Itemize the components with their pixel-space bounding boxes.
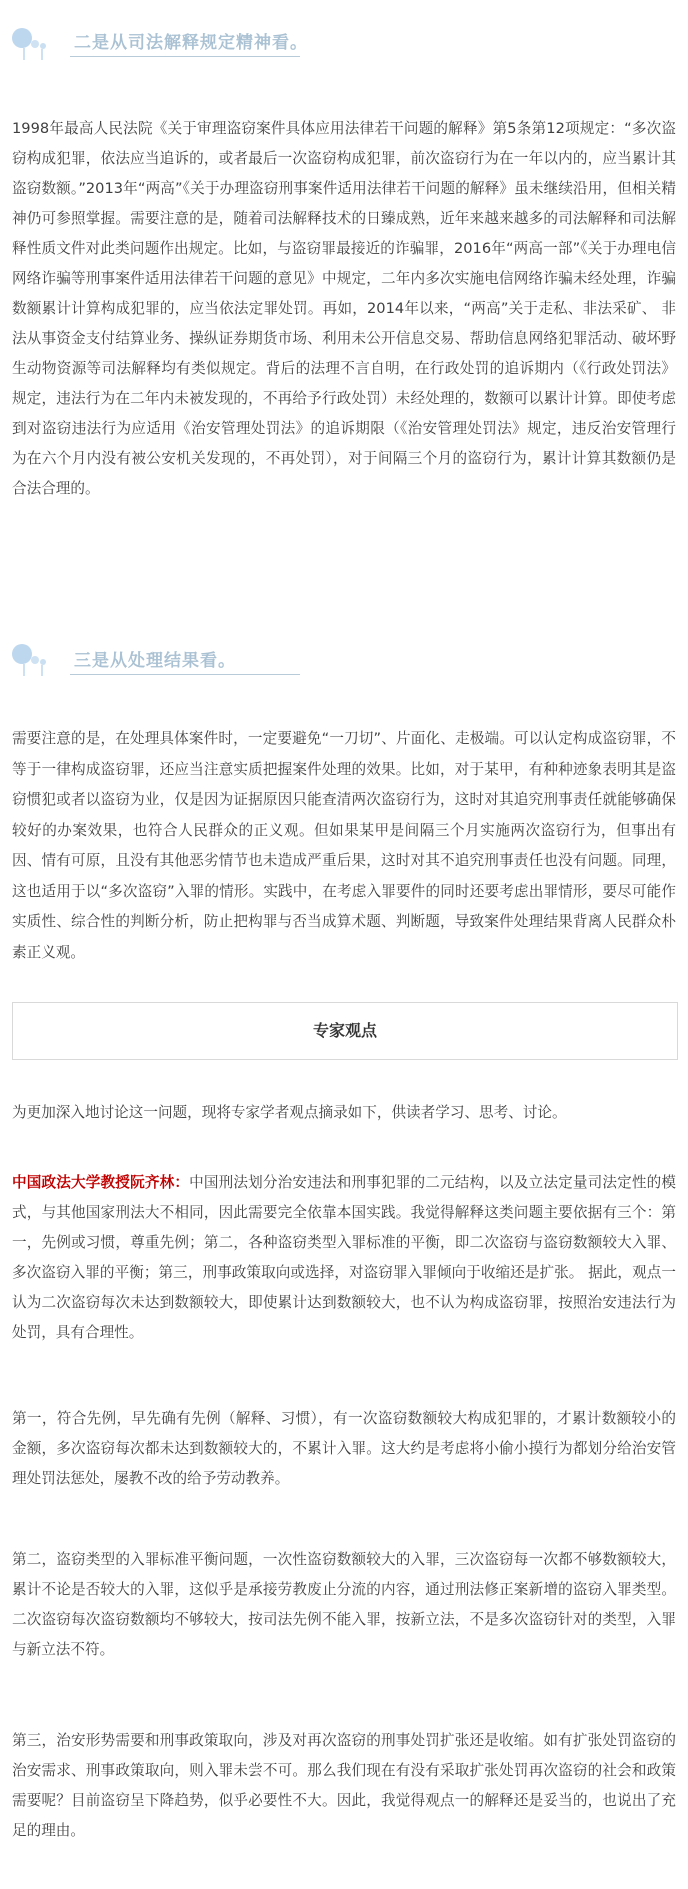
section-title-3: 三是从处理结果看。: [74, 651, 236, 671]
paragraph-point-two: 第二，盗窃类型的入罪标准平衡问题，一次性盗窃数额较大的入罪，三次盗窃每一次都不够数额较大，累计不论是否较大的入罪，这似乎是承接劳教废止分流的内容，通过刑法修正案新增的盗窃入罪类型。二次盗窃每次盗窃数额均不够较大，按司法先例不能入罪，按新立法，不是多次盗窃针对的类型，入罪与新立法不符。: [12, 1551, 676, 1658]
expert-views-heading-box: [12, 1002, 678, 1060]
paragraph-point-three: 第三，治安形势需要和刑事政策取向，涉及对再次盗窃的刑事处罚扩张还是收缩。如有扩张处罚盗窃的治安需求、刑事政策取向，则入罪未尝不可。那么我们现在有没有采取扩张处罚再次盗窃的社会和政策需要呢？目前盗窃呈下降趋势，似乎必要性不大。因此，我觉得观点一的解释还是妥当的，也说出了充足的理由。: [12, 1732, 676, 1839]
section-heading-3: [0, 632, 688, 692]
paragraph-point-one: 第一，符合先例，早先确有先例（解释、习惯），有一次盗窃数额较大构成犯罪的，才累计数额较小的金额，多次盗窃每次都未达到数额较大的，不累计入罪。这大约是考虑将小偷小摸行为都划分给治安管理处罚法惩处，屡教不改的给予劳动教养。: [12, 1410, 676, 1487]
expert-opinion-text: 中国刑法划分治安违法和刑事犯罪的二元结构，以及立法定量司法定性的模式，与其他国家刑法大不相同，因此需要完全依靠本国实践。我觉得解释这类问题主要依据有三个：第一，先例或习惯，尊重先例；第二，各种盗窃类型入罪标准的平衡，即二次盗窃与盗窃数额较大入罪、多次盗窃入罪的平衡；第三，刑事政策取向或选择，对盗窃罪入罪倾向于收缩还是扩张。 据此，观点一认为二次盗窃每次未达到数额较大，即使累计达到数额较大，也不认为构成盗窃罪，按照治安违法行为处罚，具有合理性。: [12, 1174, 676, 1341]
section-title-2: 二是从司法解释规定精神看。: [74, 33, 308, 53]
section-title-underline: [70, 56, 300, 57]
paragraph-processing-result: 需要注意的是，在处理具体案件时，一定要避免“一刀切”、片面化、走极端。可以认定构成盗窃罪，不等于一律构成盗窃罪，还应当注意实质把握案件处理的效果。比如，对于某甲，有种种迹象表明其是盗窃惯犯或者以盗窃为业，仅是因为证据原因只能查清两次盗窃行为，这时对其追究刑事责任就能够确保较好的办案效果，也符合人民群众的正义观。但如果某甲是间隔三个月实施两次盗窃行为，但事出有因、情有可原，且没有其他恶劣情节也未造成严重后果，这时对其不追究刑事责任也没有问题。同理，这也适用于以“多次盗窃”入罪的情形。实践中，在考虑入罪要件的同时还要考虑出罪情形，要尽可能作实质性、综合性的判断分析，防止把构罪与否当成算术题、判断题，导致案件处理结果背离人民群众朴素正义观。: [12, 730, 676, 961]
expert-views-title: 专家观点: [312, 1021, 377, 1040]
bubble-decoration-icon: [8, 22, 58, 62]
expert-name: 中国政法大学教授阮齐林：: [12, 1174, 190, 1191]
paragraph-intro: 为更加深入地讨论这一问题，现将专家学者观点摘录如下，供读者学习、思考、讨论。: [12, 1104, 567, 1121]
section-title-underline: [70, 674, 300, 675]
bubble-decoration-icon: [8, 638, 58, 678]
paragraph-judicial-interpretation: 1998年最高人民法院《关于审理盗窃案件具体应用法律若干问题的解释》第5条第12项规定：“多次盗窃构成犯罪，依法应当追诉的，或者最后一次盗窃构成犯罪，前次盗窃行为在一年以内的，应当累计其盗窃数额。”2013年“两高”《关于办理盗窃刑事案件适用法律若干问题的解释》虽未继续沿用，但相关精神仍可参照掌握。需要注意的是，随着司法解释技术的日臻成熟，近年来越来越多的司法解释和司法解释性质文件对此类问题作出规定。比如，与盗窃罪最接近的诈骗罪，2016年“两高一部”《关于办理电信网络诈骗等刑事案件适用法律若干问题的意见》中规定，二年内多次实施电信网络诈骗未经处理，诈骗数额累计计算构成犯罪的，应当依法定罪处罚。再如，2014年以来，“两高”关于走私、非法采矿、 非法从事资金支付结算业务、操纵证券期货市场、利用未公开信息交易、帮助信息网络犯罪活动、破坏野生动物资源等司法解释均有类似规定。背后的法理不言自明，在行政处罚的追诉期内（《行政处罚法》 规定，违法行为在二年内未被发现的，不再给予行政处罚）未经处理的，数额可以累计计算。即使考虑到对盗窃违法行为应适用《治安管理处罚法》的追诉期限（《治安管理处罚法》规定，违反治安管理行为在六个月内没有被公安机关发现的，不再处罚），对于间隔三个月的盗窃行为，累计计算其数额仍是合法合理的。: [12, 120, 676, 497]
paragraph-expert-opinion: [12, 1168, 676, 1348]
section-heading-2: [0, 16, 688, 76]
